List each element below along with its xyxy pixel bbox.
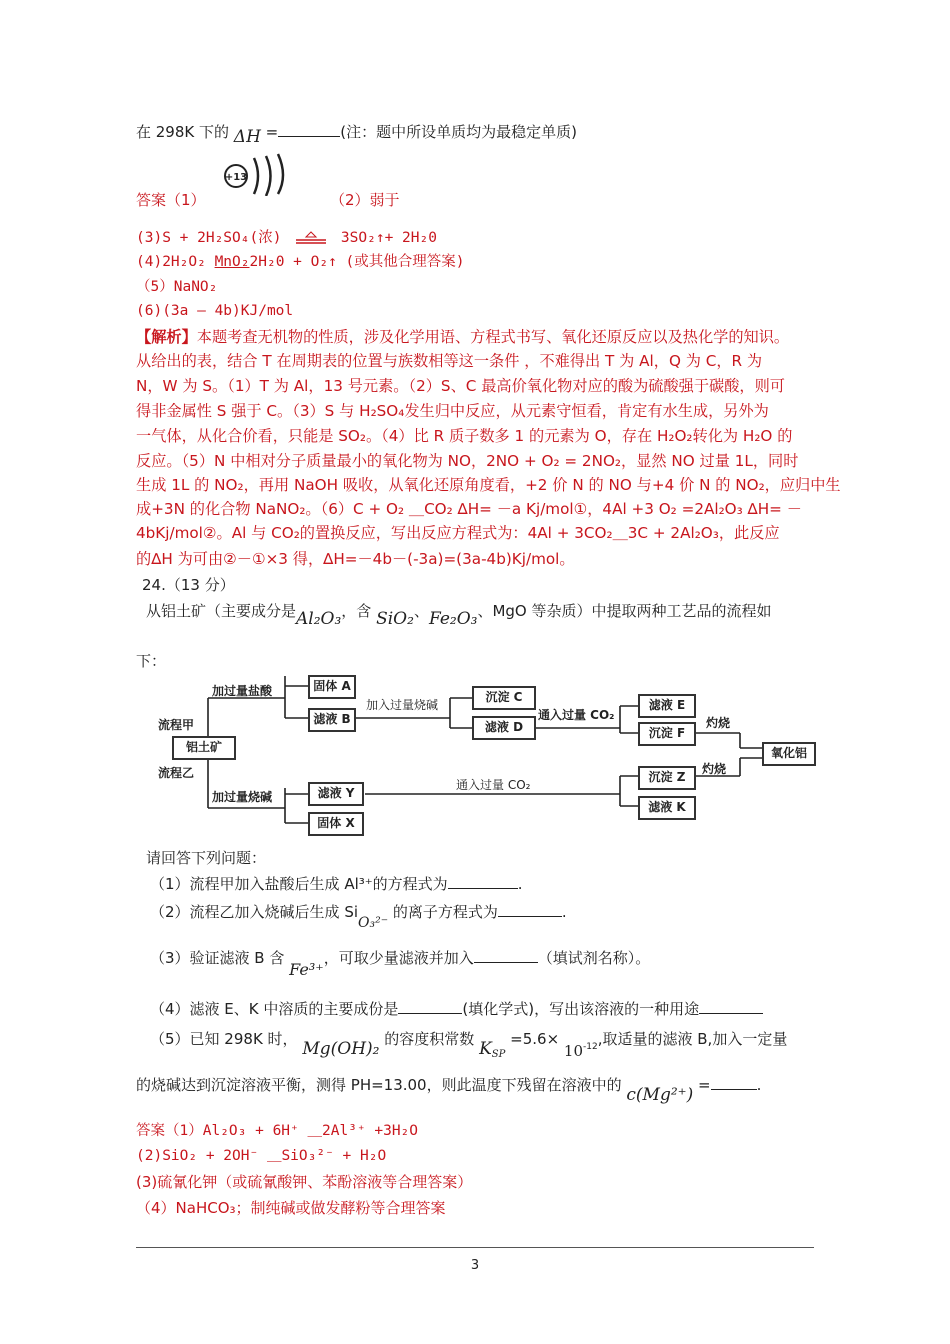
answer-24-3: (3)硫氰化钾（或硫氰酸钾、苯酚溶液等合理答案）	[136, 1173, 473, 1191]
analysis-line-4: 得非金属性 S 强于 C。（3）S 与 H₂SO₄发生归中反应，从元素守恒看，肯定有水生成，另外为	[136, 402, 769, 420]
box-solid-x: 固体 X	[308, 812, 364, 836]
question-24-5: （5）已知 298K 时， Mg(OH)₂ 的容度积常数 $K_{SP} =5.6\times 10^{-12}$,取适量的滤液 B,加入一定量	[150, 1030, 788, 1060]
page-number: 3	[470, 1258, 480, 1273]
analysis-line-1: 【解析】本题考查无机物的性质，涉及化学用语、方程式书写、氧化还原反应以及热化学的知识。	[136, 328, 790, 346]
label-process-jia: 流程甲	[158, 718, 195, 732]
box-bauxite: 铝土矿	[172, 736, 236, 760]
answer-blank-q3	[474, 948, 538, 963]
box-filtrate-b: 滤液 B	[308, 708, 356, 732]
ion-sio3: O₃²⁻	[358, 915, 389, 931]
box-filtrate-y: 滤液 Y	[308, 782, 364, 806]
question-prompt: 请回答下列问题：	[146, 849, 267, 867]
question-24-intro: 从铝土矿（主要成分是Al₂O₃，含 SiO₂、Fe₂O₃、MgO 等杂质）中提取两种工艺品的流程如	[146, 602, 772, 629]
box-precip-f: 沉淀 F	[638, 722, 696, 746]
question-24-4: （4）滤液 E、K 中溶质的主要成份是 (填化学式)，写出该溶液的一种用途	[150, 999, 763, 1019]
label-calcine-1: 灼烧	[706, 716, 731, 730]
analysis-line-2: 从给出的表，结合 T 在周期表的位置与族数相等这一条件 ，不难得出 T 为 Al，Q 为 C，R 为	[136, 352, 763, 370]
box-alumina: 氧化铝	[762, 742, 816, 766]
label-calcine-2: 灼烧	[702, 762, 727, 776]
footer-divider	[136, 1247, 814, 1248]
label-add-naoh: 加入过量烧碱	[366, 698, 439, 712]
box-filtrate-d: 滤液 D	[472, 716, 536, 740]
delta-h-question-line: 在 298K 下的 ΔH = (注：题中所设单质均为最稳定单质)	[136, 123, 577, 147]
box-precip-c: 沉淀 C	[472, 686, 536, 710]
answer-23-part6: (6)(3a – 4b)KJ/mol	[136, 303, 294, 319]
formula-al2o3: Al₂O₃	[296, 609, 342, 629]
formula-c-mg2: c(Mg²⁺)	[626, 1085, 694, 1105]
ksp-exponent: $10^{-12}$	[563, 1042, 598, 1060]
answer-24-1: 答案（1）Al₂O₃ + 6H⁺ ＿2Al³⁺ +3H₂O	[136, 1123, 419, 1139]
aluminum-atom-structure-diagram	[222, 150, 294, 196]
question-24-1: （1）流程甲加入盐酸后生成 Al³⁺的方程式为 .	[150, 875, 523, 893]
box-precip-z: 沉淀 Z	[638, 766, 696, 790]
ksp-symbol: $K_{SP}$	[479, 1039, 506, 1060]
delta-h-symbol: ΔH	[233, 127, 261, 147]
answer-23-part3: (3)S + 2H₂SO₄(浓) 3SO₂↑+ 2H₂0	[136, 230, 437, 246]
answer-blank-q2	[498, 902, 562, 917]
answer-blank-q5	[711, 1075, 757, 1090]
catalyst-mno2: MnO₂	[214, 254, 250, 270]
label-add-co2-1: 通入过量 CO₂	[538, 708, 615, 722]
analysis-line-10: 的∆H 为可由②－①×3 得，∆H=－4b－(-3a)=(3a-4b)Kj/mol。	[136, 550, 575, 568]
analysis-line-7: 生成 1L 的 NO₂，再用 NaOH 吸收，从氧化还原角度看，+2 价 N 的 NO 与+4 价 N 的 NO₂，应归中生	[136, 476, 841, 494]
formula-sio2: SiO₂	[376, 609, 414, 629]
atom-nucleus-label: +13	[224, 172, 248, 183]
answer-23-part2: （2）弱于	[330, 191, 400, 209]
label-add-naoh-2: 加过量烧碱	[212, 790, 273, 804]
analysis-line-8: 成+3N 的化合物 NaNO₂。（6）C + O₂ ＿CO₂ ∆H= －a Kj/mol①，4Al +3 O₂ =2Al₂O₃ ∆H= －	[136, 500, 802, 518]
question-24-5-line2: 的烧碱达到沉淀溶液平衡，测得 PH=13.00，则此温度下残留在溶液中的 c(Mg²⁺) = .	[136, 1076, 762, 1105]
box-filtrate-e: 滤液 E	[638, 694, 696, 718]
question-24-2: （2）流程乙加入烧碱后生成 SiO₃²⁻ 的离子方程式为 .	[150, 903, 567, 931]
heating-arrow	[294, 228, 328, 248]
question-24-heading: 24.（13 分）	[142, 576, 235, 594]
label-add-co2-2: 通入过量 CO₂	[456, 778, 531, 792]
answer-23-part5: （5）NaNO₂	[136, 279, 218, 295]
box-solid-a: 固体 A	[308, 675, 356, 699]
analysis-line-3: N，W 为 S。（1）T 为 Al，13 号元素。（2）S、C 最高价氧化物对应的酸为硫酸强于碳酸，则可	[136, 377, 785, 395]
analysis-line-9: 4bKj/mol②。Al 与 CO₂的置换反应，写出反应方程式为：4Al + 3CO₂＿3C + 2Al₂O₃，此反应	[136, 524, 780, 542]
analysis-line-5: 一气体，从化合价看，只能是 SO₂。（4）比 R 质子数多 1 的元素为 O，存在 H₂O₂转化为 H₂O 的	[136, 427, 793, 445]
answer-23-part4: (4)2H₂O₂ MnO₂2H₂0 + O₂↑ (或其他合理答案)	[136, 254, 465, 270]
analysis-line-6: 反应。（5）N 中相对分子质量最小的氧化物为 NO，2NO + O₂ = 2NO₂，显然 NO 过量 1L，同时	[136, 452, 799, 470]
answer-23-label: 答案（1）	[136, 191, 206, 209]
answer-blank	[278, 122, 340, 137]
ion-fe3: Fe³⁺	[289, 960, 324, 979]
answer-24-4: （4）NaHCO₃；制纯碱或做发酵粉等合理答案	[136, 1199, 446, 1217]
answer-24-2: (2)SiO₂ + 2OH⁻ ＿SiO₃²⁻ + H₂O	[136, 1148, 387, 1164]
formula-fe2o3: Fe₂O₃	[428, 609, 478, 629]
answer-blank-q4b	[699, 999, 763, 1014]
label-add-hcl: 加过量盐酸	[212, 684, 273, 698]
label-process-yi: 流程乙	[158, 766, 195, 780]
process-flow-diagram	[150, 668, 820, 840]
answer-blank-q4a	[398, 999, 462, 1014]
analysis-label: 【解析】	[136, 328, 197, 346]
formula-mgoh2: Mg(OH)₂	[302, 1039, 380, 1059]
box-filtrate-k: 滤液 K	[638, 796, 696, 820]
question-24-intro-end: 下：	[136, 652, 167, 670]
answer-blank-q1	[448, 874, 518, 889]
question-24-3: （3）验证滤液 B 含 Fe³⁺，可取少量滤液并加入 （填试剂名称）。	[150, 949, 651, 979]
